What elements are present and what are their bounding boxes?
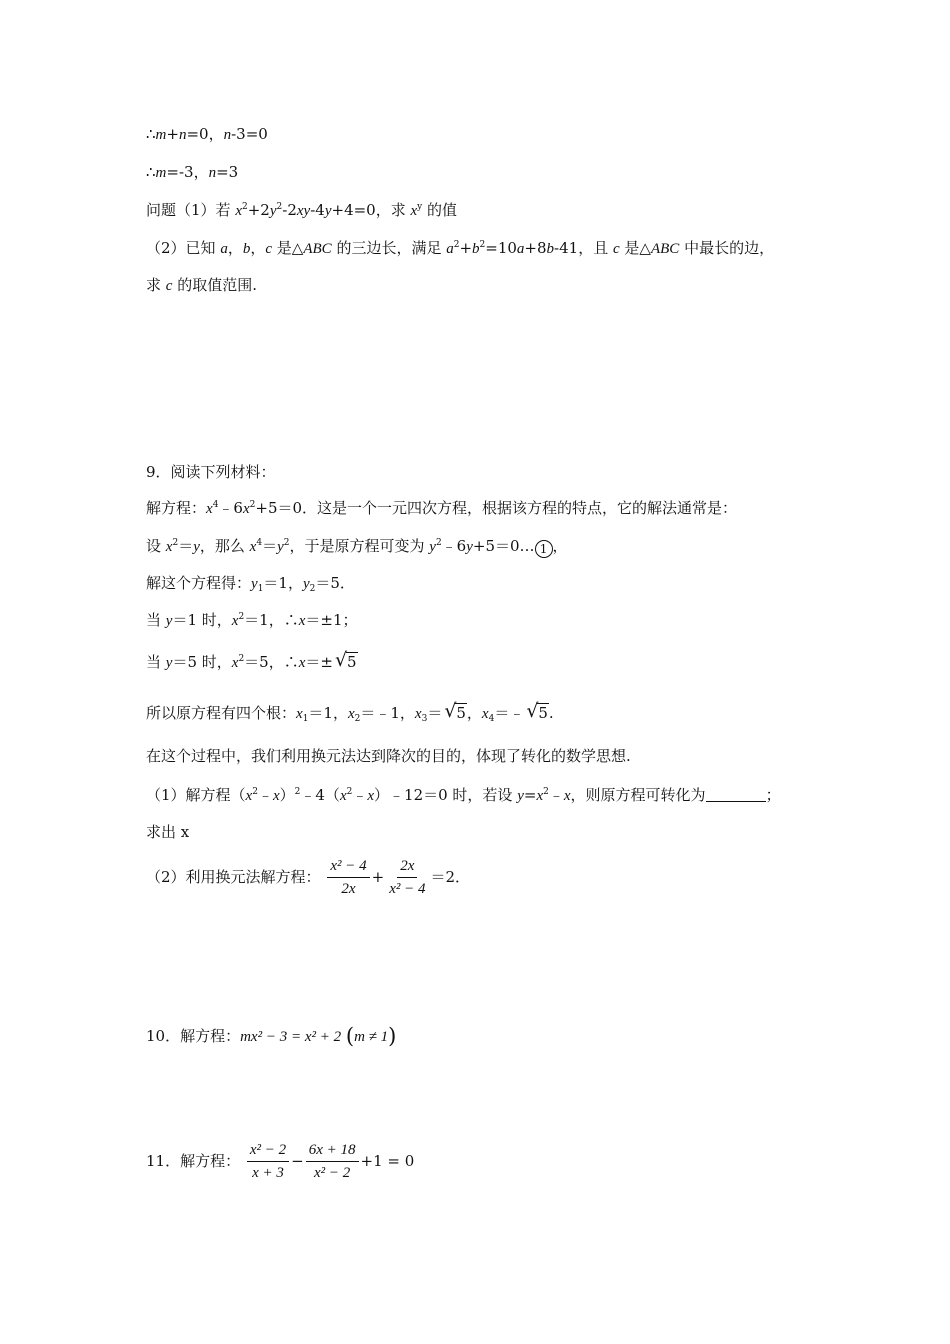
q10-equation: mx² − 3 = x² + 2 <box>240 1029 342 1045</box>
problem-2-continuation: 求 c 的取值范围. <box>146 276 257 294</box>
q9-equation-intro: 解方程：$x^4﹣6x^2+5=0$．这是一个一元四次方程，根据该方程的特点，它的解法通常是： <box>146 499 738 517</box>
square-root: √ 5 <box>334 649 357 671</box>
q9-substitution: 设 $x^2=y$，那么 $x^4=y^2$，于是原方程可变为 $y^2﹣6y+5=0\dots$ 1 ， <box>146 537 568 556</box>
square-root: √ 5 <box>526 700 548 722</box>
q9-part-1-followup: 求出 x <box>146 823 190 841</box>
square-root: √ 5 <box>444 700 466 722</box>
question-10: 10．解方程：mx² − 3 = x² + 2 (m ≠ 1) <box>146 1024 397 1048</box>
fraction: $\frac{\text{x² − 2}}{x + 3}$ <box>247 1141 289 1182</box>
solution-line-2: ∴m=-3，n=3 <box>146 163 239 181</box>
fraction: $\frac{2x}{\text{x² − 4}}$ <box>389 857 426 897</box>
circled-number: 1 <box>535 540 553 558</box>
q9-summary: 在这个过程中，我们利用换元法达到降次的目的，体现了转化的数学思想. <box>146 747 631 765</box>
q9-solve-y: 解这个方程得：$y_1=1$，$y_2=5$． <box>146 574 355 594</box>
fraction: $\frac{\text{x² − 4}}{2x}$ <box>327 857 369 898</box>
answer-blank[interactable] <box>706 787 766 802</box>
q9-four-roots: 所以原方程有四个根：$x_1=1$，$x_2=﹣1$，$x_3=$ √ 5，$x_4=﹣$ √ 5. <box>146 700 554 724</box>
q9-case-y5: 当 y＝5 时，$x^2=5$，∴x＝± √ 5 <box>146 649 357 671</box>
q10-condition: m ≠ 1 <box>354 1029 389 1045</box>
q9-case-y1: 当 y＝1 时，$x^2=1$，∴x＝±1； <box>146 611 358 629</box>
problem-1-statement: 问题（1）若 $x^2+2y^2-2xy-4y+4=0$，求 $x^y$ 的值 <box>146 201 458 219</box>
question-9-title: 9．阅读下列材料： <box>146 463 276 481</box>
solution-line-1: ∴m+n=0，n-3=0 <box>146 125 268 143</box>
question-11: 11．解方程： $\frac{\text{x² − 2}}{x + 3}$ − $\frac{6x + 18}{\text{x² − 2}}$ +1 = 0 <box>146 1141 415 1181</box>
q9-part-1: （1）解方程$(x^2﹣x)^2﹣4(x^2﹣x)﹣12=0$ 时，若设 $y=x^2﹣x$，则原方程可转化为 ； <box>146 786 781 804</box>
problem-2-statement: （2）已知 a，b，c 是△ABC 的三边长，满足 $a^2+b^2=10a+8b-41$，且 c 是△ABC 中最长的边， <box>146 239 775 257</box>
q9-part-2: （2）利用换元法解方程： $\frac{\text{x² − 4}}{2x}$ + $\frac{2x}{\text{x² − 4}}$ ＝2． <box>146 857 471 897</box>
fraction: $\frac{6x + 18}{\text{x² − 2}}$ <box>306 1141 359 1182</box>
